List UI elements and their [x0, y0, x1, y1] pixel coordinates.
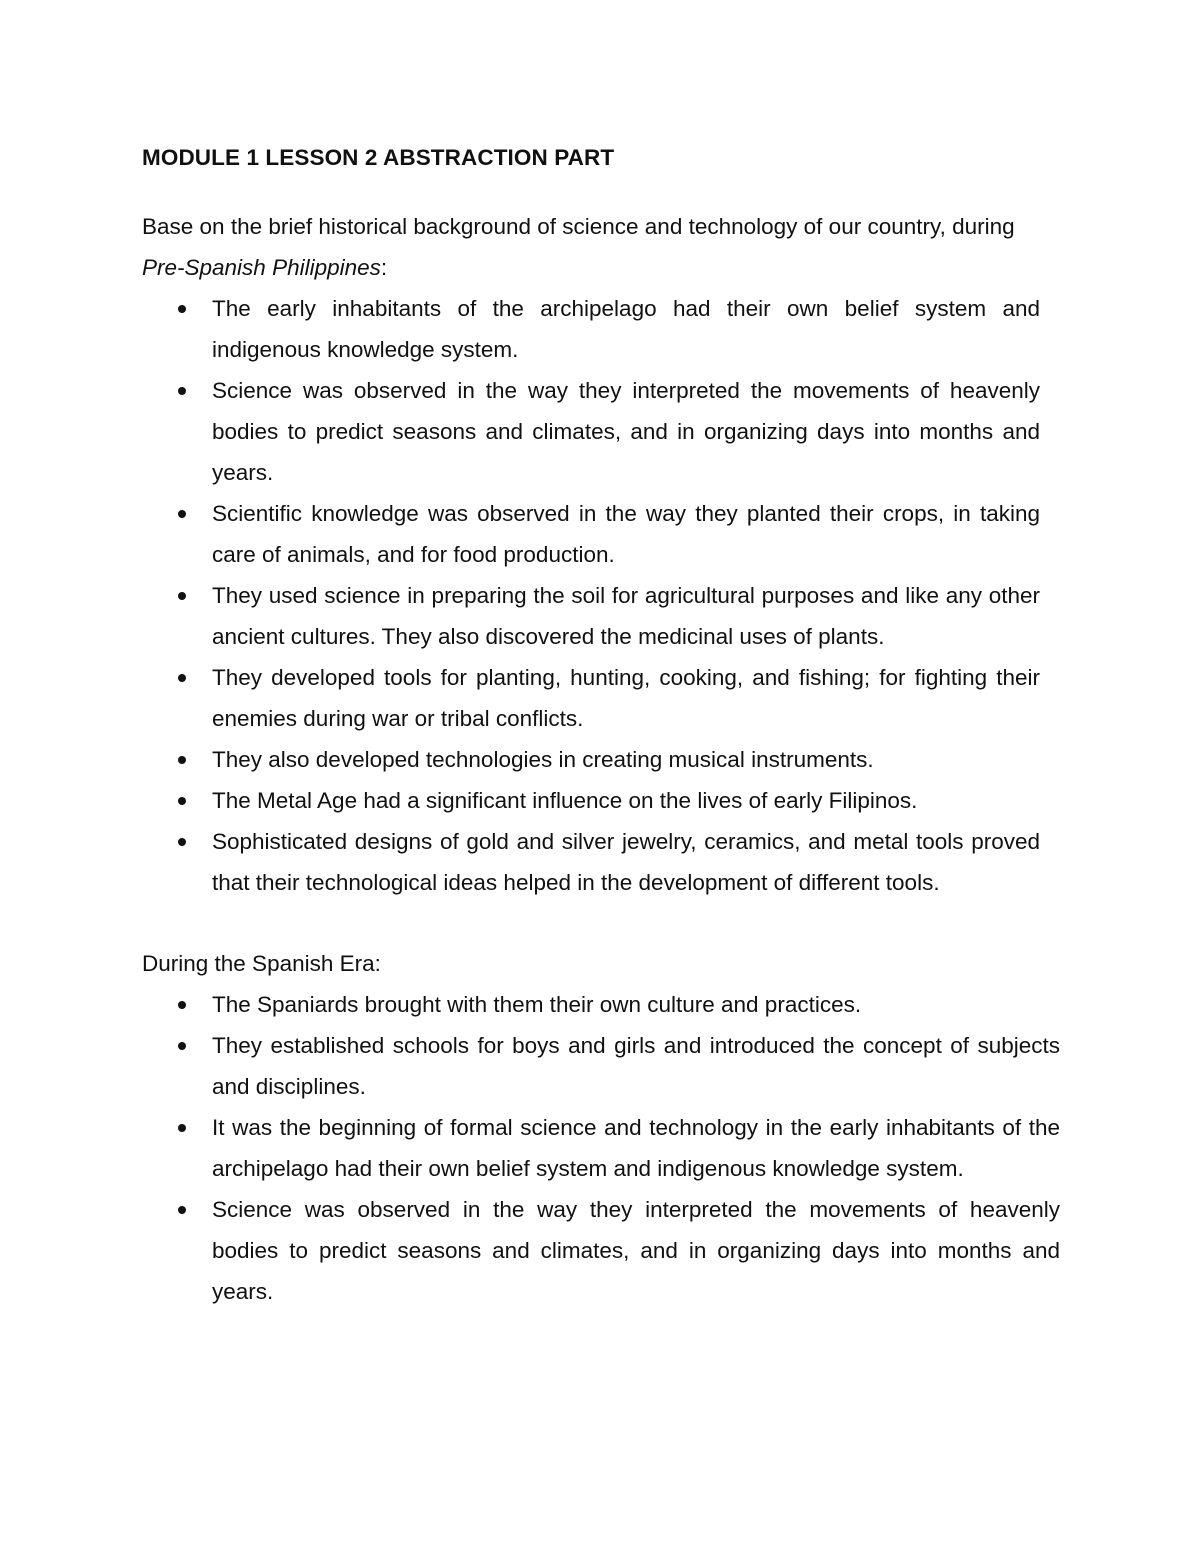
list-item: Science was observed in the way they interpreted the movements of heavenly bodies to predict seasons and climates, and in organizing days into months and years.	[212, 370, 1040, 493]
list-item: Scientific knowledge was observed in the way they planted their crops, in taking care of animals, and for food production.	[212, 493, 1040, 575]
list-item: They established schools for boys and girls and introduced the concept of subjects and disciplines.	[212, 1025, 1060, 1107]
pre-spanish-list	[142, 288, 1040, 903]
list-item: Sophisticated designs of gold and silver jewelry, ceramics, and metal tools proved that their technological ideas helped in the development of different tools.	[212, 821, 1040, 903]
list-item: It was the beginning of formal science and technology in the early inhabitants of the archipelago had their own belief system and indigenous knowledge system.	[212, 1107, 1060, 1189]
list-item: They used science in preparing the soil for agricultural purposes and like any other ancient cultures. They also discovered the medicinal uses of plants.	[212, 575, 1040, 657]
spanish-era-label: During the Spanish Era:	[142, 951, 381, 976]
spanish-era-section	[142, 943, 1060, 1312]
intro-text: Base on the brief historical background of science and technology of our country, during	[142, 214, 1015, 239]
intro-suffix: :	[380, 255, 388, 280]
list-item: The Metal Age had a significant influence on the lives of early Filipinos.	[212, 780, 1040, 821]
document-body	[142, 140, 1060, 1312]
list-item: The Spaniards brought with them their own culture and practices.	[212, 984, 1060, 1025]
list-item: They also developed technologies in creating musical instruments.	[212, 739, 1040, 780]
intro-paragraph	[142, 206, 1060, 288]
intro-italic-phrase: Pre-Spanish Philippines	[142, 255, 381, 280]
list-item: Science was observed in the way they interpreted the movements of heavenly bodies to predict seasons and climates, and in organizing days into months and years.	[212, 1189, 1060, 1312]
list-item: The early inhabitants of the archipelago had their own belief system and indigenous knowledge system.	[212, 288, 1040, 370]
spanish-era-list	[142, 984, 1060, 1312]
list-item: They developed tools for planting, hunting, cooking, and fishing; for fighting their enemies during war or tribal conflicts.	[212, 657, 1040, 739]
document-title: MODULE 1 LESSON 2 ABSTRACTION PART	[142, 145, 615, 170]
